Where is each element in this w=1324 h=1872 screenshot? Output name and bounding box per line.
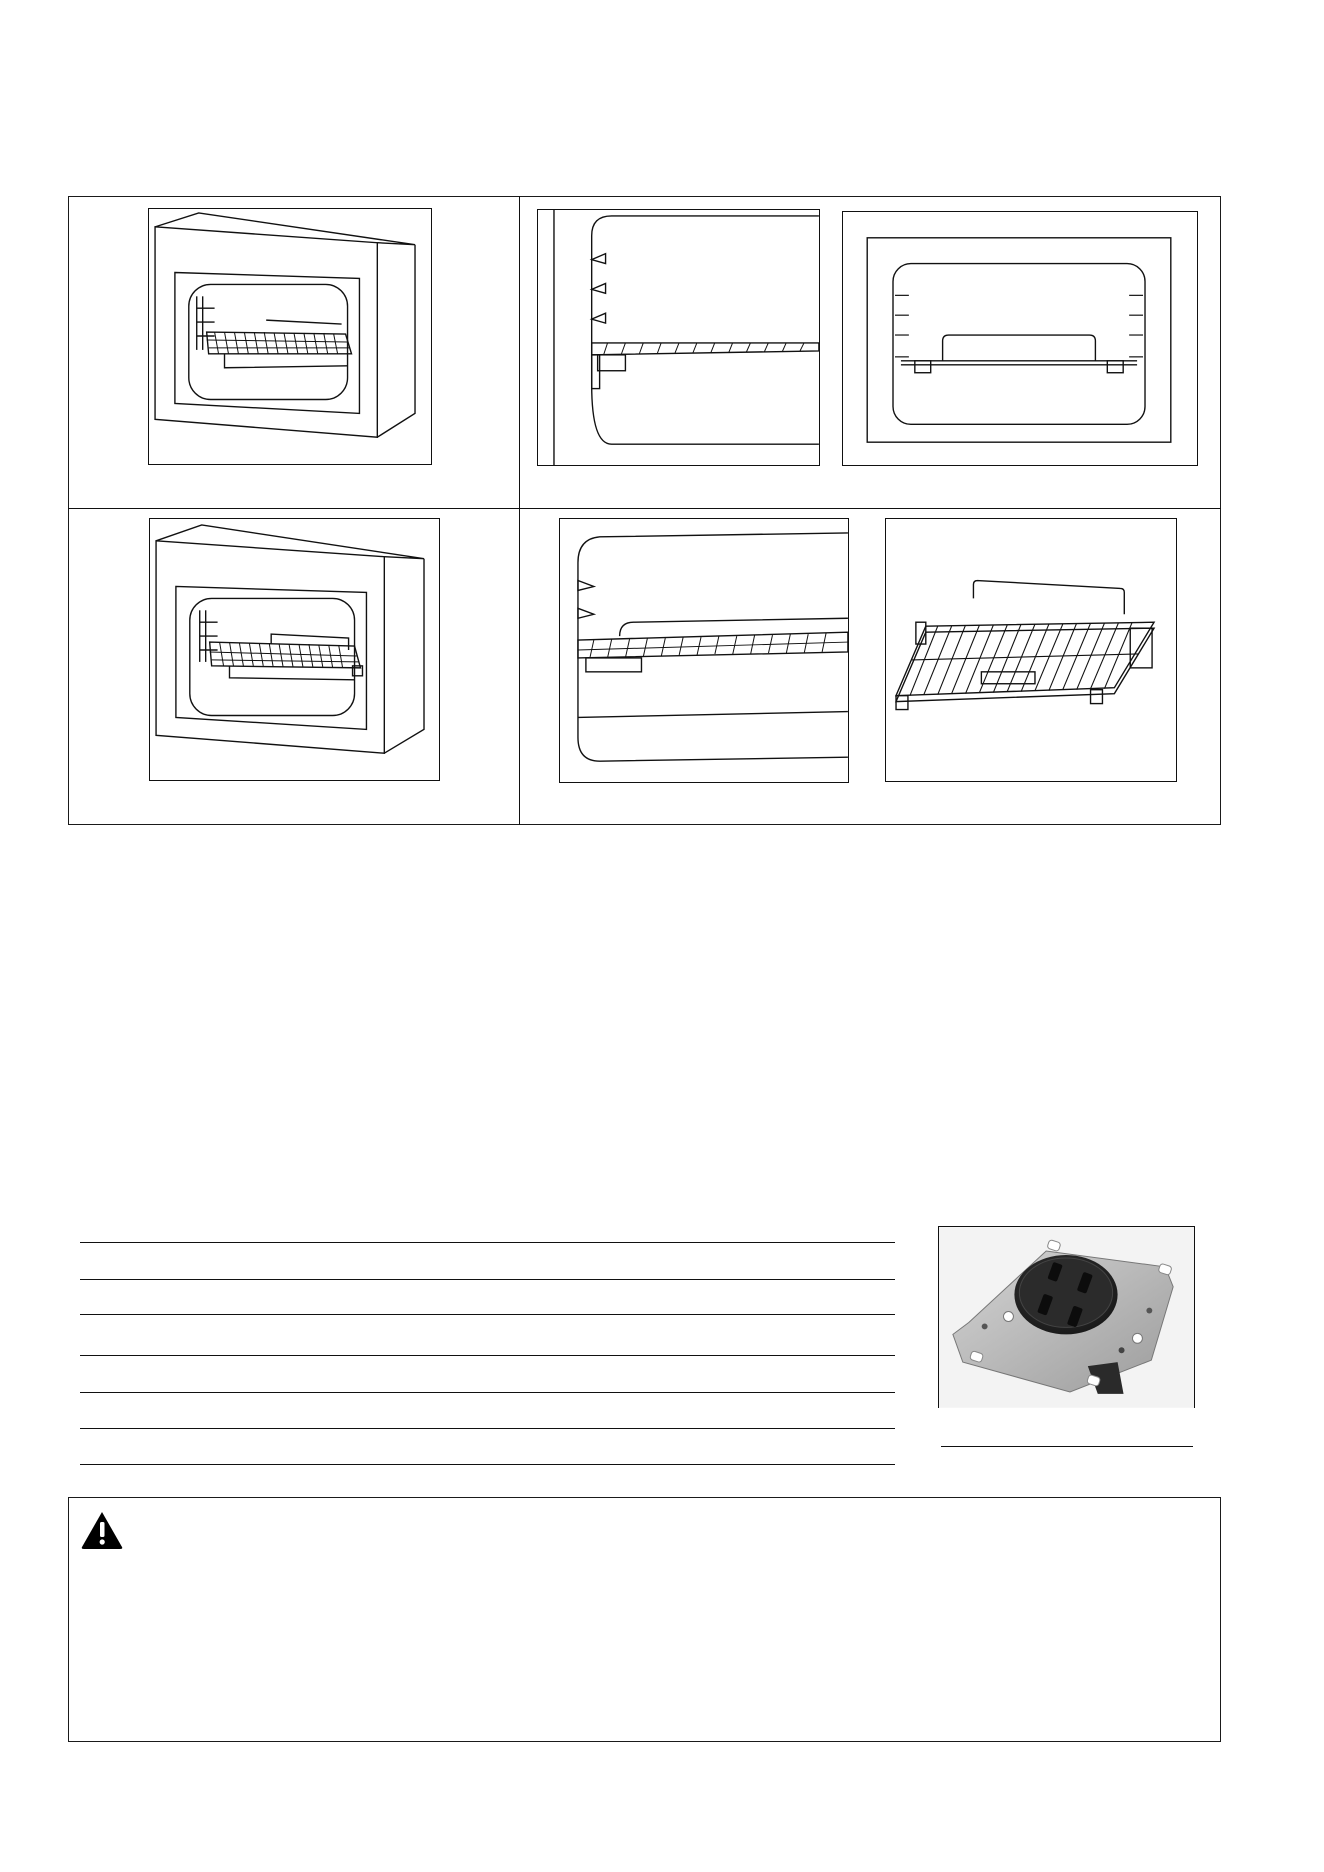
rack-side-view-figure-bottom [559,518,849,783]
warning-box [68,1497,1221,1742]
spec-table [80,1242,895,1466]
table-row [80,1428,895,1429]
rack-side-view-icon [560,519,848,782]
rack-side-view-icon [538,210,819,465]
oven-rack-perspective-figure-bottom [149,518,440,781]
table-row [80,1464,895,1465]
rack-side-view-figure-top [537,209,820,466]
rack-isometric-figure [885,518,1177,782]
oven-rack-perspective-icon [150,519,439,780]
oven-rack-perspective-icon [149,209,431,464]
table-row [80,1242,895,1243]
table-row [80,1355,895,1356]
figure-grid-column-divider [519,196,520,825]
figure-grid-row-divider [68,508,1221,509]
rack-front-view-figure [842,211,1198,466]
outlet-photo [938,1226,1195,1408]
table-row [80,1279,895,1280]
outlet-caption-rule [941,1446,1193,1447]
oven-rack-perspective-figure-top [148,208,432,465]
rack-front-view-icon [843,212,1197,465]
oven-rack-isometric-icon [886,519,1176,781]
four-prong-range-outlet-icon [939,1227,1194,1408]
warning-triangle-icon [80,1510,124,1550]
table-row [80,1314,895,1315]
table-row [80,1392,895,1393]
